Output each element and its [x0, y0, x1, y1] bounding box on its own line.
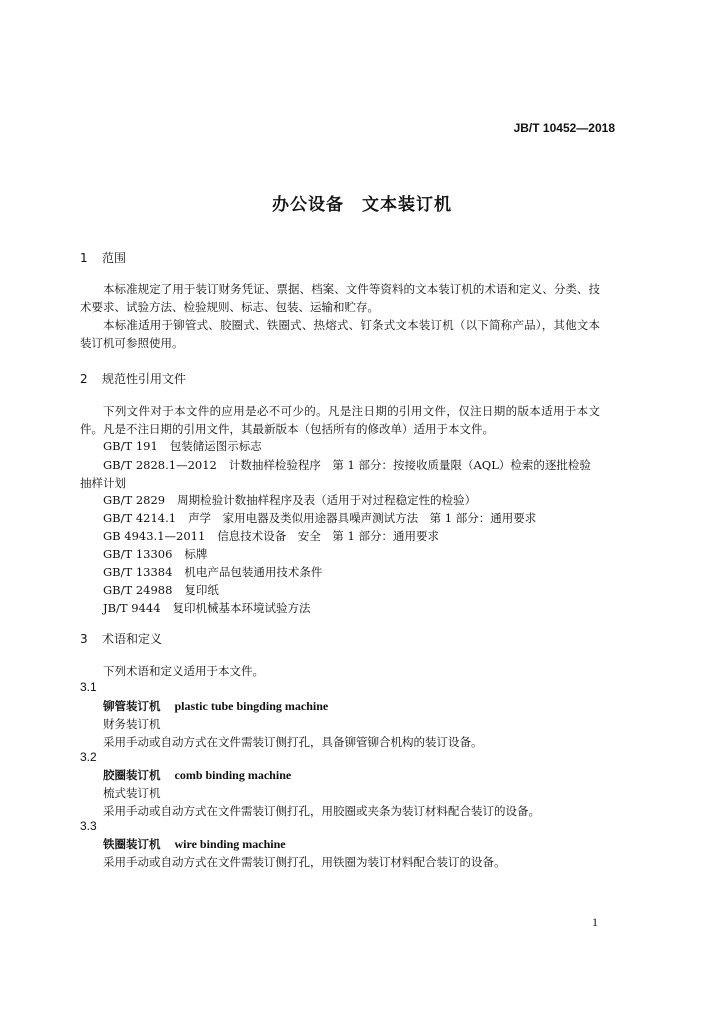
- term-number: 3.1: [80, 680, 97, 694]
- section-title: 术语和定义: [102, 632, 163, 646]
- section-title: 规范性引用文件: [102, 372, 187, 386]
- reference-code: JB/T 9444: [103, 601, 161, 615]
- term-zh: 铆管装订机: [103, 699, 161, 713]
- term-heading: [103, 698, 328, 714]
- reference-code: GB 4943.1—2011: [103, 529, 206, 543]
- reference-code: GB/T 13384: [103, 565, 173, 579]
- paragraph: 下列文件对于本文件的应用是必不可少的。凡是注日期的引用文件，仅注日期的版本适用于本文件。凡是不注日期的引用文件，其最新版本（包括所有的修改单）适用于本文件。: [80, 404, 600, 436]
- reference-code: GB/T 13306: [103, 547, 173, 561]
- section-number: 3: [80, 632, 88, 646]
- reference-title: 标牌: [184, 547, 208, 561]
- paragraph: 本标准适用于铆管式、胶圈式、铁圈式、热熔式、钉条式文本装订机（以下简称产品），其他文本装订机可参照使用。: [80, 318, 600, 350]
- reference-title: 包装储运图示标志: [169, 439, 262, 453]
- term-number: 3.3: [80, 819, 97, 833]
- reference-title: 声学 家用电器及类似用途器具噪声测试方法 第 1 部分：通用要求: [188, 511, 537, 525]
- page-number: 1: [592, 915, 598, 929]
- term-zh: 胶圈装订机: [103, 768, 161, 782]
- section-3-heading: [80, 630, 162, 647]
- term-heading: [103, 836, 286, 852]
- section-1-heading: [80, 249, 126, 266]
- reference-title: 周期检验计数抽样程序及表（适用于对过程稳定性的检验）: [177, 493, 477, 507]
- reference-item: [103, 510, 536, 526]
- section-number: 2: [80, 372, 88, 386]
- reference-code: GB/T 2829: [103, 493, 166, 507]
- reference-item: [103, 528, 439, 544]
- reference-title: 机电产品包装通用技术条件: [184, 565, 323, 579]
- reference-title: 复印纸: [184, 583, 219, 597]
- paragraph: 本标准规定了用于装订财务凭证、票据、档案、文件等资料的文本装订机的术语和定义、分类、技术要求、试验方法、检验规则、标志、包装、运输和贮存。: [80, 282, 600, 314]
- reference-item: [80, 456, 600, 492]
- reference-item: [103, 492, 476, 508]
- term-definition: 采用手动或自动方式在文件需装订侧打孔，具备铆管铆合机构的装订设备。: [103, 735, 483, 749]
- term-heading: [103, 767, 291, 783]
- reference-title: 信息技术设备 安全 第 1 部分：通用要求: [217, 529, 439, 543]
- term-zh: 铁圈装订机: [103, 837, 161, 851]
- term-alt-name: 梳式装订机: [103, 786, 161, 800]
- section-number: 1: [80, 251, 88, 265]
- reference-code: GB/T 4214.1: [103, 511, 177, 525]
- section-title: 范围: [102, 251, 127, 265]
- term-definition: 采用手动或自动方式在文件需装订侧打孔，用铁圈为装订材料配合装订的设备。: [103, 855, 506, 869]
- term-number: 3.2: [80, 750, 97, 764]
- reference-item: [103, 600, 311, 616]
- reference-title: 计数抽样检验程序 第 1 部分：按接收质量限（AQL）检索的逐批检验抽样计划: [80, 458, 591, 490]
- term-en: comb binding machine: [174, 768, 292, 782]
- document-title: 办公设备 文本装订机: [272, 195, 452, 215]
- reference-code: GB/T 24988: [103, 583, 173, 597]
- term-en: wire binding machine: [174, 837, 286, 851]
- term-en: plastic tube bingding machine: [174, 699, 329, 713]
- reference-title: 复印机械基本环境试验方法: [172, 601, 311, 615]
- paragraph: 下列术语和定义适用于本文件。: [103, 664, 264, 678]
- standard-code: JB/T 10452—2018: [513, 121, 615, 135]
- reference-item: [103, 438, 262, 454]
- reference-item: [103, 582, 219, 598]
- section-2-heading: [80, 370, 186, 387]
- reference-item: [103, 546, 207, 562]
- term-definition: 采用手动或自动方式在文件需装订侧打孔，用胶圈或夹条为装订材料配合装订的设备。: [103, 804, 540, 818]
- reference-code: GB/T 191: [103, 439, 158, 453]
- term-alt-name: 财务装订机: [103, 717, 161, 731]
- reference-code: GB/T 2828.1—2012: [103, 458, 217, 472]
- reference-item: [103, 564, 322, 580]
